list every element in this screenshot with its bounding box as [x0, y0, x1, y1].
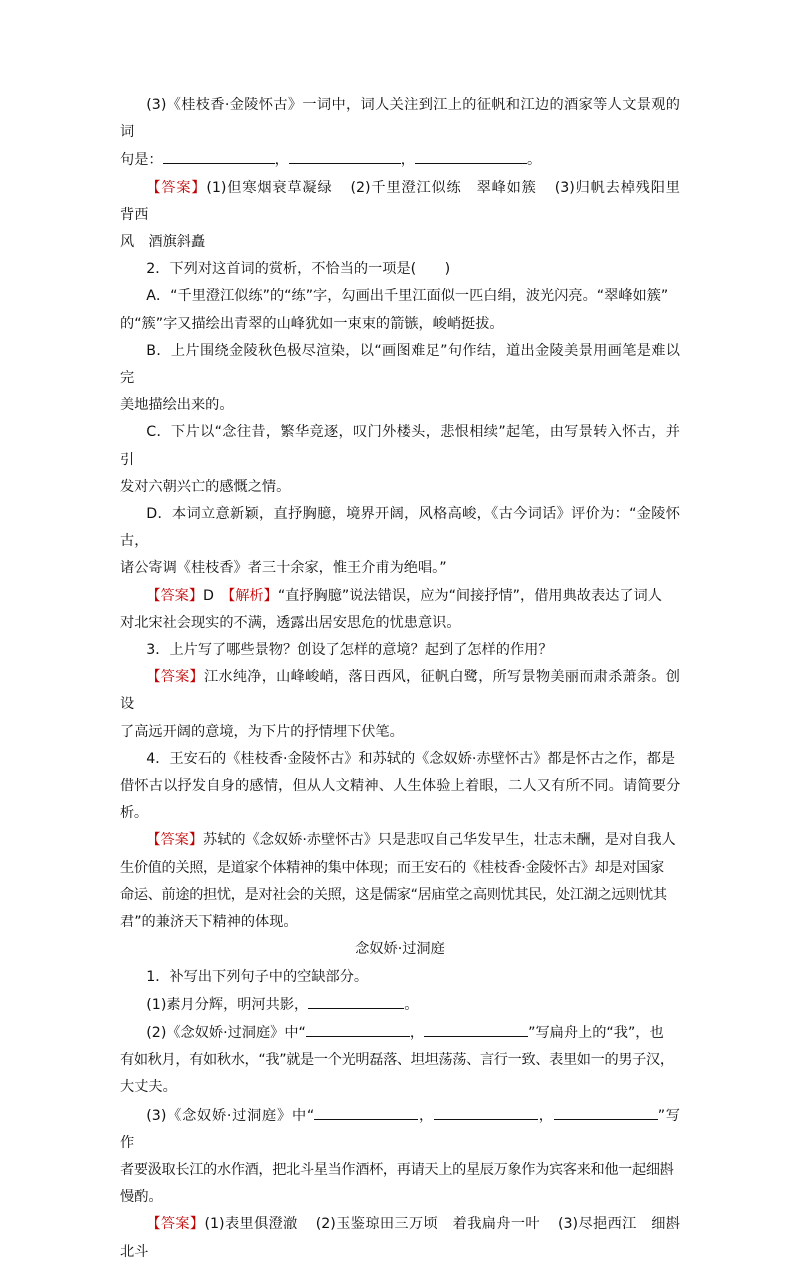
option-a-cont: 的“簇”字又描绘出青翠的山峰犹如一束束的箭镞，峻峭挺拔。 — [120, 315, 504, 332]
answer-blank[interactable] — [308, 991, 404, 1009]
answer-block-3-cont: 了高远开阔的意境，为下片的抒情埋下伏笔。 — [120, 723, 404, 740]
option-d-cont: 诸公寄调《桂枝香》者三十余家，惟王介甫为绝唱。” — [120, 560, 447, 577]
question-3-blanks — [120, 92, 680, 146]
question-3-stem: 3．上片写了哪些景物？创设了怎样的意境？起到了怎样的作用？ — [146, 642, 553, 659]
answer-block-3: 【答案】江水纯净，山峰峻峭，落日西风，征帆白鹭，所写景物美丽而肃杀萧条。创设 — [120, 669, 680, 713]
answer-blank[interactable] — [415, 146, 527, 164]
question-2-stem: 2．下列对这首词的赏析，不恰当的一项是( ) — [146, 261, 451, 278]
answer-blank[interactable] — [163, 146, 275, 164]
option-d: D．本词立意新颖，直抒胸臆，境界开阔，风格高峻，《古今词话》评价为：“金陵怀古， — [120, 506, 680, 550]
option-b-cont: 美地描绘出来的。 — [120, 397, 234, 414]
document-page — [120, 92, 695, 1266]
question-3-blanks-line2: 句是： ， ， 。 — [120, 146, 680, 174]
answer-block-4: 【答案】苏轼的《念奴娇·赤壁怀古》只是悲叹自己华发早生，壮志未酬，是对自我人 — [146, 832, 676, 849]
section2-sentence-3-cont: 者要汲取长江的水作酒，把北斗星当作酒杯，再请天上的星辰万象作为宾客来和他一起细斟 — [120, 1161, 674, 1178]
answer-blank[interactable] — [554, 1102, 658, 1120]
answer-block-4-cont2: 命运、前途的担忧，是对社会的关照，这是儒家“居庙堂之高则忧其民，处江湖之远则忧其 — [120, 886, 667, 903]
answer-tag: 【答案】 — [146, 832, 204, 849]
answer-block-4-cont3: 君”的兼济天下精神的体现。 — [120, 914, 298, 931]
answer-block-1-cont: 风 酒旗斜矗 — [120, 234, 206, 251]
question-4-stem-cont: 借怀古以抒发自身的感情，但从人文精神、人生体验上着眼，二人又有所不同。请简要分析。 — [120, 778, 680, 822]
question-text: (3)《桂枝香·金陵怀古》一词中，词人关注到江上的征帆和江边的酒家等人文景观的词 — [120, 97, 680, 141]
answer-tag: 【答案】 — [146, 587, 204, 604]
section-title: 念奴娇·过洞庭 — [355, 941, 445, 958]
answer-blank[interactable] — [306, 1019, 410, 1037]
answer-block-5: 【答案】(1)表里俱澄澈 (2)玉鉴琼田三万顷 着我扁舟一叶 (3)尽挹西江 细斟北斗 — [120, 1216, 680, 1260]
answer-blank[interactable] — [314, 1102, 418, 1120]
section2-sentence-3-cont2: 慢酌。 — [120, 1189, 163, 1206]
answer-blank[interactable] — [434, 1102, 538, 1120]
section2-sentence-2: (2)《念奴娇·过洞庭》中“ ， ”写扁舟上的“我”，也 — [120, 1019, 680, 1047]
answer-block-4-cont: 生价值的关照，是道家个体精神的集中体现；而王安石的《桂枝香·金陵怀古》却是对国家 — [120, 859, 664, 876]
option-a: A．“千里澄江似练”的“练”字，勾画出千里江面似一匹白绢，波光闪亮。“翠峰如簇” — [146, 288, 669, 305]
answer-tag: 【答案】 — [146, 669, 204, 686]
answer-block-2-cont: 对北宋社会现实的不满，透露出居安思危的忧患意识。 — [120, 614, 461, 631]
section2-sentence-1: (1)素月分辉，明河共影， 。 — [120, 991, 680, 1019]
question-text: 句是： — [120, 152, 163, 169]
answer-block-2: 【答案】D 【解析】“直抒胸臆”说法错误，应为“间接抒情”，借用典故表达了词人 — [146, 587, 662, 604]
section2-sentence-3: (3)《念奴娇·过洞庭》中“ ， ， ”写作 — [120, 1102, 680, 1157]
option-c-cont: 发对六朝兴亡的感慨之情。 — [120, 478, 291, 495]
answer-tag: 【答案】 — [146, 179, 207, 196]
section2-sentence-2-cont: 有如秋月，有如秋水，“我”就是一个光明磊落、坦坦荡荡、言行一致、表里如一的男子汉， — [120, 1052, 674, 1069]
analysis-tag: 【解析】 — [228, 587, 278, 604]
section2-sentence-2-cont2: 大丈夫。 — [120, 1079, 177, 1096]
answer-block-1: 【答案】(1)但寒烟衰草凝绿 (2)千里澄江似练 翠峰如簇 (3)归帆去棹残阳里 背西 — [120, 179, 695, 223]
section2-question-1-stem: 1．补写出下列句子中的空缺部分。 — [146, 968, 369, 985]
answer-tag: 【答案】 — [146, 1216, 205, 1233]
answer-blank[interactable] — [424, 1019, 528, 1037]
answer-blank[interactable] — [289, 146, 401, 164]
question-4-stem: 4．王安石的《桂枝香·金陵怀古》和苏轼的《念奴娇·赤壁怀古》都是怀古之作，都是 — [146, 750, 676, 767]
option-b: B．上片围绕金陵秋色极尽渲染，以“画图难足”句作结，道出金陵美景用画笔是难以完 — [120, 342, 680, 387]
option-c: C．下片以“念往昔，繁华竞逐，叹门外楼头，悲恨相续”起笔，由写景转入怀古，并引 — [120, 424, 680, 468]
